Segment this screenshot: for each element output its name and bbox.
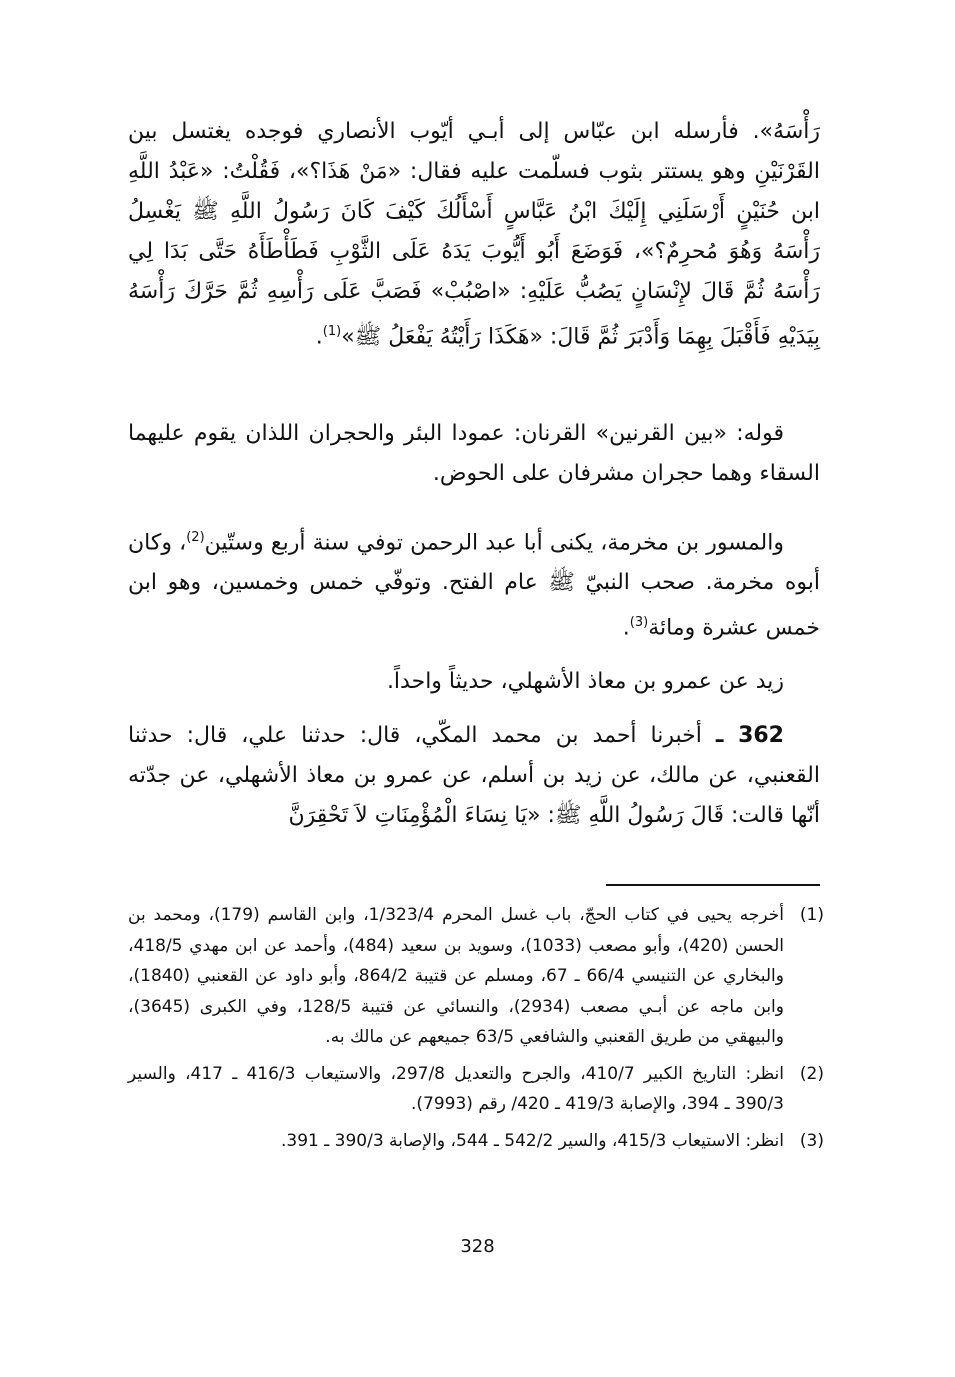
paragraph-text-a: والمسور بن مخرمة، يكنى أبا عبد الرحمن توفي سنة أربع وستّين [204, 530, 784, 556]
section-heading-line: زيد عن عمرو بن معاذ الأشهلي، حديثاً واحداً. [386, 669, 784, 694]
paragraph-text: أخبرنا أحمد بن محمد المكّي، قال: حدثنا علي، قال: حدثنا القعنبي، عن مالك، عن زيد بن أسلم، عن عمرو بن معاذ الأشهلي، عن جدّته أنّها قالت: قَالَ رَسُولُ اللَّهِ ﷺ: «يَا نِسَاءَ الْمُؤْمِنَاتِ لاَ تَحْقِرَنَّ [128, 723, 820, 828]
footnote-ref-3: (3) [629, 615, 649, 631]
footnote-ref-2: (2) [186, 530, 205, 545]
paragraph-text-b: ، وكان أبوه مخرمة. صحب النبيّ ﷺ عام الفتح. وتوفّي خمس وخمسين، وهو ابن خمس عشرة ومائة [128, 530, 820, 641]
paragraph-hadith-continuation [128, 112, 820, 357]
paragraph-hadith-362 [128, 716, 820, 836]
footnote-number: (2) [799, 1063, 824, 1084]
footnote-separator [606, 884, 820, 886]
paragraph-explanation: قوله: «بين القرنين» القرنان: عمودا البئر والحجران اللذان يقوم عليهما السقاء وهما حجران مشرفان على الحوض. [128, 421, 820, 486]
footnote-text: انظر: الاستيعاب 415/3، والسير 542/2 ـ 544، والإصابة 390/3 ـ 391. [280, 1130, 784, 1151]
hadith-number: 362 ـ [715, 723, 784, 748]
footnote-1 [128, 900, 824, 1053]
paragraph-end: . [315, 324, 323, 350]
footnote-number: (1) [799, 905, 824, 925]
footnote-2 [128, 1059, 824, 1120]
footnote-ref-1: (1) [322, 324, 342, 339]
paragraph-biography [128, 518, 820, 649]
footnotes [128, 900, 824, 1162]
paragraph-text: رَأْسَهُ». فأرسله ابن عبّاس إلى أبـي أيّوب الأنصاري فوجده يغتسل بين القَرْنَيْنِ وهو يستتر بثوب فسلّمت عليه فقال: «مَنْ هَذَا؟»، فَقُلْتُ: «عَبْدُ اللَّهِ ابن حُنَيْنٍ أَرْسَلَنِي إِلَيْكَ ابْنُ عَبَّاسٍ أَسْأَلُكَ كَيْفَ كَانَ رَسُولُ اللَّهِ ﷺ يَغْسِلُ رَأْسَهُ وَهُوَ مُحرِمٌ؟»، فَوَضَعَ أَبُو أَيُّوبَ يَدَهُ عَلَى الثَّوْبِ فَطَأْطَأَهُ حَتَّى بَدَا لِي رَأْسَهُ ثُمَّ قَالَ لإِنْسَانٍ يَصُبُّ عَلَيْهِ: «اصْبُبْ» فَصَبَّ عَلَى رَأْسِهِ ثُمَّ حَرَّكَ رَأْسَهُ بِيَدَيْهِ فَأَقْبَلَ بِهِمَا وَأَدْبَرَ ثُمَّ قَالَ: «هَكَذَا رَأَيْتُهُ يَفْعَلُ ﷺ» [128, 119, 820, 350]
footnote-number: (3) [799, 1130, 824, 1151]
footnote-text: أخرجه يحيى في كتاب الحجّ، باب غسل المحرم 1/323/4، وابن القاسم (179)، ومحمد بن الحسن (420)، وأبو مصعب (1033)، وسويد بن سعيد (484)، وأحمد عن ابن مهدي 418/5، والبخاري عن التنيسي 66/4 ـ 67، ومسلم عن قتيبة 864/2، وأبو داود عن القعنبي (1840)، وابن ماجه عن أبـي مصعب (2934)، والنسائي عن قتيبة 128/5، وفي الكبرى (3645)، والبيهقي من طريق القعنبي والشافعي 63/5 جميعهم عن مالك به. [128, 905, 785, 1047]
footnote-text: انظر: التاريخ الكبير 410/7، والجرح والتعديل 297/8، والاستيعاب 416/3 ـ 417، والسير 390/3 ـ 394، والإصابة 419/3 ـ 420/ رقم (7993). [128, 1063, 784, 1114]
footnote-3 [128, 1126, 824, 1157]
paragraph-end: . [622, 615, 630, 641]
page-number: 328 [460, 1236, 495, 1257]
